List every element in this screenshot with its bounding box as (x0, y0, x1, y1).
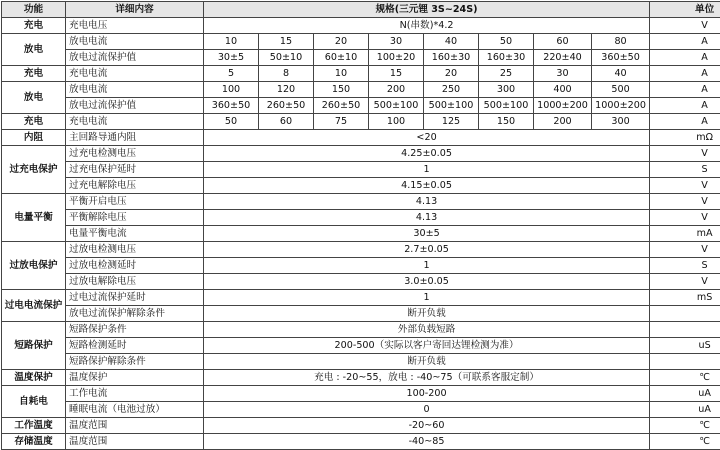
value-cell: 40 (592, 66, 650, 82)
function-cell: 工作温度 (2, 418, 66, 434)
value-cell: 1000±200 (534, 98, 592, 114)
table-row (2, 258, 720, 274)
value-cell: -40~85 (204, 434, 650, 450)
value-cell: 260±50 (314, 98, 369, 114)
table-row (2, 50, 720, 66)
unit-cell: A (650, 82, 720, 98)
value-cell: N(串数)*4.2 (204, 18, 650, 34)
value-cell: -20~60 (204, 418, 650, 434)
value-cell: 10 (204, 34, 259, 50)
item-cell: 主回路导通内阻 (66, 130, 204, 146)
function-cell: 过电电流保护 (2, 290, 66, 322)
value-cell: 260±50 (259, 98, 314, 114)
function-cell: 存储温度 (2, 434, 66, 450)
table-header-row (2, 2, 720, 18)
unit-cell: A (650, 50, 720, 66)
item-cell: 温度范围 (66, 434, 204, 450)
value-cell: 3.0±0.05 (204, 274, 650, 290)
unit-cell: V (650, 194, 720, 210)
value-cell: 120 (259, 82, 314, 98)
table-row (2, 434, 720, 450)
header-spec: 规格(三元锂 3S~24S) (204, 2, 650, 18)
unit-cell: S (650, 258, 720, 274)
unit-cell: ℃ (650, 370, 720, 386)
value-cell: 50±10 (259, 50, 314, 66)
table-row (2, 98, 720, 114)
table-row (2, 34, 720, 50)
table-row (2, 290, 720, 306)
table-row (2, 194, 720, 210)
value-cell: 300 (592, 114, 650, 130)
unit-cell (650, 322, 720, 338)
value-cell: 30±5 (204, 50, 259, 66)
item-cell: 平衡解除电压 (66, 210, 204, 226)
value-cell: 充电 : -20~55，放电 : -40~75（可联系客服定制） (204, 370, 650, 386)
value-cell: 160±30 (424, 50, 479, 66)
value-cell: 300 (479, 82, 534, 98)
table-row (2, 82, 720, 98)
unit-cell: A (650, 34, 720, 50)
table-body (2, 2, 720, 450)
value-cell: 200-500（实际以客户寄回达锂检测为准） (204, 338, 650, 354)
table-row (2, 354, 720, 370)
unit-cell: mΩ (650, 130, 720, 146)
unit-cell: A (650, 114, 720, 130)
table-row (2, 210, 720, 226)
function-cell: 充电 (2, 66, 66, 82)
item-cell: 过放电检测电压 (66, 242, 204, 258)
item-cell: 充电电流 (66, 66, 204, 82)
value-cell: 4.13 (204, 194, 650, 210)
value-cell: 断开负载 (204, 306, 650, 322)
table-row (2, 274, 720, 290)
item-cell: 短路检测延时 (66, 338, 204, 354)
value-cell: 30±5 (204, 226, 650, 242)
table-row (2, 306, 720, 322)
table-row (2, 178, 720, 194)
value-cell: 360±50 (204, 98, 259, 114)
unit-cell: mS (650, 290, 720, 306)
value-cell: 100 (204, 82, 259, 98)
spec-table (1, 1, 720, 450)
table-row (2, 322, 720, 338)
value-cell: 1 (204, 162, 650, 178)
header-function: 功能 (2, 2, 66, 18)
table-row (2, 146, 720, 162)
unit-cell: V (650, 242, 720, 258)
value-cell: 10 (314, 66, 369, 82)
table-row (2, 338, 720, 354)
unit-cell: V (650, 146, 720, 162)
function-cell: 充电 (2, 114, 66, 130)
item-cell: 过放电解除电压 (66, 274, 204, 290)
item-cell: 短路保护解除条件 (66, 354, 204, 370)
function-cell: 内阻 (2, 130, 66, 146)
value-cell: 外部负载短路 (204, 322, 650, 338)
value-cell: 断开负载 (204, 354, 650, 370)
unit-cell: A (650, 98, 720, 114)
value-cell: 60 (534, 34, 592, 50)
value-cell: 150 (314, 82, 369, 98)
function-cell: 过放电保护 (2, 242, 66, 290)
value-cell: 160±30 (479, 50, 534, 66)
unit-cell: mA (650, 226, 720, 242)
item-cell: 放电过流保护解除条件 (66, 306, 204, 322)
unit-cell: uA (650, 386, 720, 402)
item-cell: 电量平衡电流 (66, 226, 204, 242)
item-cell: 放电过流保护值 (66, 98, 204, 114)
table-row (2, 18, 720, 34)
item-cell: 放电过流保护值 (66, 50, 204, 66)
unit-cell: V (650, 210, 720, 226)
value-cell: 100-200 (204, 386, 650, 402)
item-cell: 过充电保护延时 (66, 162, 204, 178)
unit-cell (650, 306, 720, 322)
item-cell: 充电电压 (66, 18, 204, 34)
unit-cell: ℃ (650, 418, 720, 434)
value-cell: 50 (479, 34, 534, 50)
item-cell: 充电电流 (66, 114, 204, 130)
value-cell: 500±100 (424, 98, 479, 114)
function-cell: 短路保护 (2, 322, 66, 370)
value-cell: 360±50 (592, 50, 650, 66)
item-cell: 工作电流 (66, 386, 204, 402)
value-cell: 5 (204, 66, 259, 82)
value-cell: 1 (204, 290, 650, 306)
value-cell: 25 (479, 66, 534, 82)
item-cell: 过电过流保护延时 (66, 290, 204, 306)
unit-cell: V (650, 274, 720, 290)
value-cell: 500 (592, 82, 650, 98)
value-cell: 500±100 (369, 98, 424, 114)
table-row (2, 402, 720, 418)
unit-cell (650, 354, 720, 370)
value-cell: 30 (369, 34, 424, 50)
unit-cell: S (650, 162, 720, 178)
value-cell: 2.7±0.05 (204, 242, 650, 258)
item-cell: 短路保护条件 (66, 322, 204, 338)
table-row (2, 386, 720, 402)
value-cell: 75 (314, 114, 369, 130)
table-row (2, 114, 720, 130)
table-row (2, 66, 720, 82)
header-unit: 单位 (650, 2, 720, 18)
item-cell: 睡眠电流（电池过放） (66, 402, 204, 418)
value-cell: 200 (369, 82, 424, 98)
function-cell: 电量平衡 (2, 194, 66, 242)
value-cell: 100±20 (369, 50, 424, 66)
unit-cell: V (650, 18, 720, 34)
value-cell: 200 (534, 114, 592, 130)
table-row (2, 162, 720, 178)
function-cell: 温度保护 (2, 370, 66, 386)
function-cell: 过充电保护 (2, 146, 66, 194)
item-cell: 过充电解除电压 (66, 178, 204, 194)
unit-cell: uA (650, 402, 720, 418)
value-cell: 40 (424, 34, 479, 50)
header-item: 详细内容 (66, 2, 204, 18)
value-cell: 100 (369, 114, 424, 130)
item-cell: 温度范围 (66, 418, 204, 434)
value-cell: 4.25±0.05 (204, 146, 650, 162)
item-cell: 平衡开启电压 (66, 194, 204, 210)
table-row (2, 370, 720, 386)
table-row (2, 226, 720, 242)
unit-cell: V (650, 178, 720, 194)
item-cell: 放电电流 (66, 82, 204, 98)
value-cell: 1000±200 (592, 98, 650, 114)
function-cell: 放电 (2, 82, 66, 114)
unit-cell: ℃ (650, 434, 720, 450)
table-row (2, 130, 720, 146)
value-cell: 4.13 (204, 210, 650, 226)
value-cell: 125 (424, 114, 479, 130)
item-cell: 过充电检测电压 (66, 146, 204, 162)
value-cell: 15 (259, 34, 314, 50)
function-cell: 充电 (2, 18, 66, 34)
value-cell: 150 (479, 114, 534, 130)
value-cell: 4.15±0.05 (204, 178, 650, 194)
value-cell: 50 (204, 114, 259, 130)
value-cell: 8 (259, 66, 314, 82)
value-cell: 250 (424, 82, 479, 98)
value-cell: 220±40 (534, 50, 592, 66)
value-cell: 1 (204, 258, 650, 274)
function-cell: 放电 (2, 34, 66, 66)
table-row (2, 242, 720, 258)
item-cell: 温度保护 (66, 370, 204, 386)
value-cell: 20 (424, 66, 479, 82)
value-cell: 0 (204, 402, 650, 418)
value-cell: 500±100 (479, 98, 534, 114)
value-cell: 60±10 (314, 50, 369, 66)
value-cell: 30 (534, 66, 592, 82)
value-cell: 400 (534, 82, 592, 98)
function-cell: 自耗电 (2, 386, 66, 418)
unit-cell: uS (650, 338, 720, 354)
unit-cell: A (650, 66, 720, 82)
item-cell: 放电电流 (66, 34, 204, 50)
value-cell: <20 (204, 130, 650, 146)
value-cell: 60 (259, 114, 314, 130)
item-cell: 过放电检测延时 (66, 258, 204, 274)
table-row (2, 418, 720, 434)
value-cell: 15 (369, 66, 424, 82)
value-cell: 20 (314, 34, 369, 50)
value-cell: 80 (592, 34, 650, 50)
